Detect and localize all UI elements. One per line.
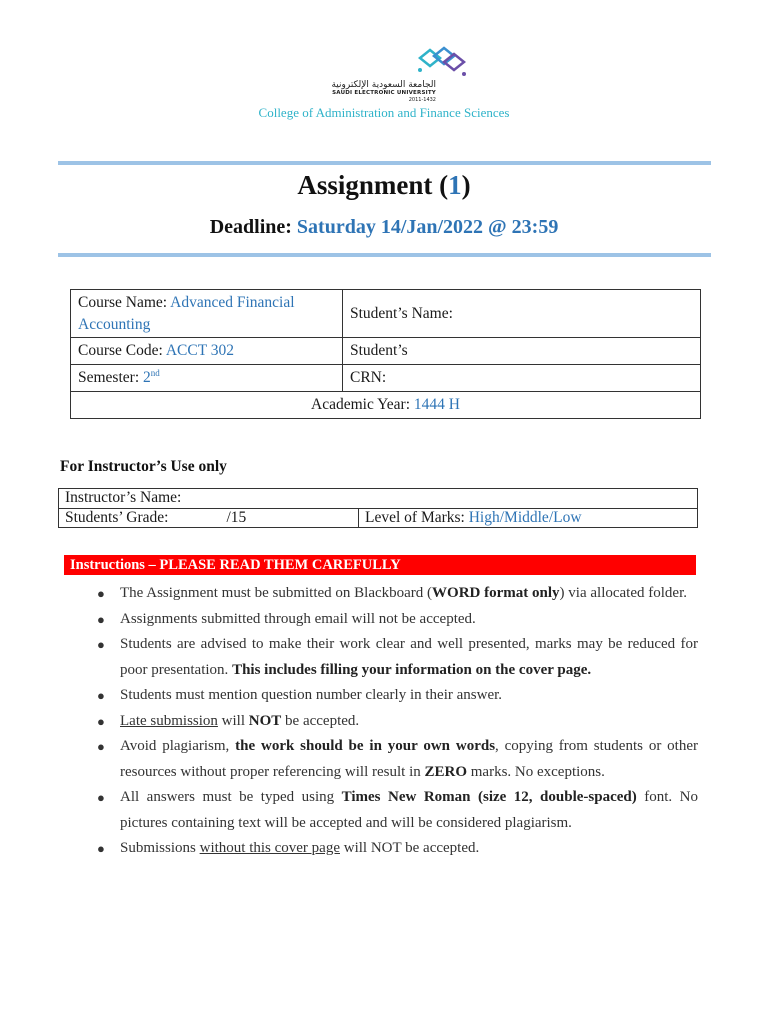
bottom-divider bbox=[58, 253, 711, 257]
level-of-marks-value: High/Middle/Low bbox=[468, 508, 582, 526]
logo-english-name: SAUDI ELECTRONIC UNIVERSITY bbox=[332, 90, 436, 96]
instructions-list bbox=[97, 581, 698, 862]
list-item: ● The Assignment must be submitted on Blackboard (WORD format only) via allocated folder. bbox=[97, 581, 698, 607]
assignment-title: Assignment (1) bbox=[297, 170, 471, 200]
list-item: ● Students must mention question number clearly in their answer. bbox=[97, 683, 698, 709]
course-code-cell: Course Code: ACCT 302 bbox=[71, 338, 343, 365]
list-item: ● Avoid plagiarism, the work should be in your own words, copying from students or other resources without proper referencing will result in ZERO marks. No exceptions. bbox=[97, 734, 698, 785]
instructor-name-cell[interactable]: Instructor’s Name: bbox=[59, 489, 698, 509]
list-item: ● All answers must be typed using Times New Roman (size 12, double-spaced) font. No pictures containing text will be accepted and will be considered plagiarism. bbox=[97, 785, 698, 836]
bullet-icon: ● bbox=[97, 586, 105, 601]
bullet-icon: ● bbox=[97, 611, 105, 627]
deadline-value: Saturday 14/Jan/2022 @ 23:59 bbox=[296, 216, 559, 238]
crn-cell[interactable]: CRN: bbox=[343, 365, 701, 392]
instructions-banner: Instructions – PLEASE READ THEM CAREFULLY bbox=[64, 555, 696, 575]
list-item: ● Students are advised to make their work clear and well presented, marks may be reduced for poor presentation. This includes filling your information on the cover page. bbox=[97, 632, 698, 683]
bullet-icon: ● bbox=[97, 637, 105, 652]
seu-logo-icon bbox=[414, 44, 470, 80]
student-id-cell[interactable]: Student’s bbox=[343, 338, 701, 365]
semester-value: 2nd bbox=[143, 368, 160, 387]
academic-year-cell: Academic Year: 1444 H bbox=[71, 391, 701, 418]
grade-value: /15 bbox=[226, 508, 247, 526]
instructor-table bbox=[58, 488, 698, 528]
grade-cell[interactable]: Students’ Grade: /15 bbox=[59, 508, 359, 528]
instructor-use-heading: For Instructor’s Use only bbox=[60, 458, 227, 475]
assignment-number: 1 bbox=[448, 170, 462, 200]
bullet-icon: ● bbox=[97, 739, 105, 754]
university-logo bbox=[298, 44, 478, 104]
bullet-icon: ● bbox=[97, 790, 105, 805]
semester-cell: Semester: 2nd bbox=[71, 365, 343, 392]
course-name-cell: Course Name: Advanced Financial Accounting bbox=[71, 290, 343, 338]
logo-arabic-name: الجامعة السعودية الإلكترونية bbox=[331, 80, 436, 90]
college-name: College of Administration and Finance Sciences bbox=[258, 105, 510, 120]
top-divider bbox=[58, 161, 711, 165]
student-name-cell[interactable]: Student’s Name: bbox=[343, 290, 701, 338]
course-code-value: ACCT 302 bbox=[165, 342, 235, 360]
academic-year-value: 1444 H bbox=[413, 395, 460, 413]
list-item: ● Submissions without this cover page will NOT be accepted. bbox=[97, 836, 698, 862]
course-name-value: Advanced Financial Accounting bbox=[78, 294, 295, 333]
logo-year: 2011-1432 bbox=[408, 97, 436, 103]
level-of-marks-cell: Level of Marks: High/Middle/Low bbox=[359, 508, 698, 528]
list-item: ● Assignments submitted through email will not be accepted. bbox=[97, 607, 698, 633]
student-info-table bbox=[70, 289, 701, 419]
bullet-icon: ● bbox=[97, 688, 105, 703]
bullet-icon: ● bbox=[97, 713, 105, 729]
list-item: ● Late submission will NOT be accepted. bbox=[97, 709, 698, 735]
deadline: Deadline: Saturday 14/Jan/2022 @ 23:59 bbox=[209, 216, 559, 238]
bullet-icon: ● bbox=[97, 841, 105, 856]
